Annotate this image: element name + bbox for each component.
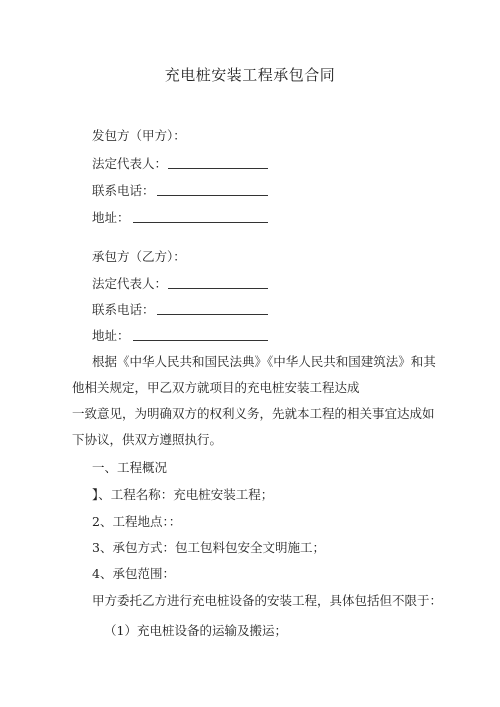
party-b-phone-blank [157,314,268,315]
preamble-line-1: 根据《中华人民共和国民法典》《中华人民共和国建筑法》和其 [92,354,436,369]
party-b-address-label: 地址： [92,328,130,343]
section-1-item-2: 2、工程地点：： [92,514,182,529]
party-b-phone-label: 联系电话： [92,302,155,317]
party-a-address-label: 地址： [92,210,130,225]
section-1-heading: 一、工程概况 [92,460,168,475]
party-b-rep-blank [168,288,268,289]
party-a-heading: 发包方（甲方）： [92,128,186,143]
party-a-rep-label: 法定代表人： [92,156,168,171]
party-b-address-blank [133,340,268,341]
section-1-item-1: 】、工程名称：充电桩安装工程； [92,487,274,502]
party-b-heading: 承包方（乙方）： [92,249,186,264]
party-a-rep-blank [168,168,268,169]
preamble-line-3: 一致意见，为明确双方的权利义务，先就本工程的相关事宜达成如 [72,406,435,421]
section-1-item-3: 3、承包方式：包工包料包安全文明施工； [92,540,325,555]
preamble-line-4: 下协议，供双方遵照执行。 [72,432,223,447]
party-a-phone-label: 联系电话： [92,183,155,198]
contract-title: 充电桩安装工程承包合同 [164,66,336,84]
section-1-scope-intro: 甲方委托乙方进行充电桩设备的安装工程，具体包括但不限于： [92,593,443,608]
preamble-line-2: 他相关规定，甲乙双方就项目的充电桩安装工程达成 [72,380,360,395]
section-1-item-4: 4、承包范围： [92,566,175,581]
party-b-rep-label: 法定代表人： [92,276,168,291]
section-1-scope-item-1: （1）充电桩设备的运输及搬运； [104,623,287,638]
party-a-phone-blank [157,195,268,196]
party-a-address-blank [133,222,268,223]
